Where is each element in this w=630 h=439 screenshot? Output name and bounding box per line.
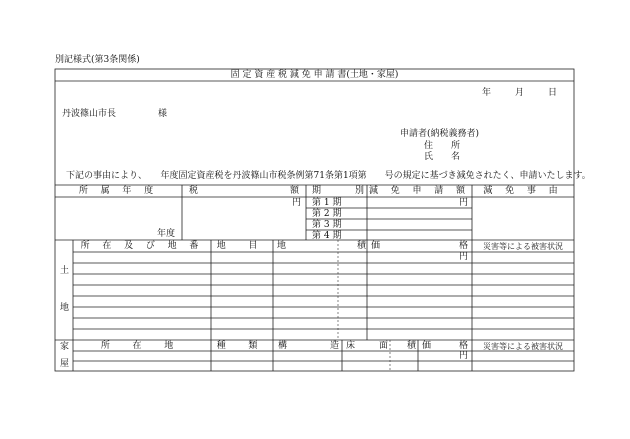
land-header-value-1: 価: [371, 241, 381, 251]
addressee-name: 丹波篠山市長: [62, 109, 117, 119]
land-value-yen: 円: [459, 252, 469, 262]
applicant-address-label: 住 所: [424, 141, 461, 151]
period-4: 第 4 期: [312, 231, 342, 241]
house-header-value-2: 格: [459, 341, 469, 351]
date-year-label: 年: [482, 88, 492, 98]
applicant-name-label: 氏 名: [424, 152, 461, 162]
house-header-structure-1: 構: [278, 341, 288, 351]
house-header-floor-1: 床: [346, 341, 356, 351]
addressee-honorific: 様: [158, 109, 168, 119]
tax-amount-yen: 円: [292, 198, 302, 208]
header-exemption-reason: 減 免 事 由: [483, 186, 563, 196]
applicant-label: 申請者(納税義務者): [400, 129, 480, 139]
house-header-floor-2: 面: [379, 341, 389, 351]
fiscal-year-suffix: 年度: [157, 229, 176, 239]
house-header-damage: 災害等による被害状況: [483, 342, 563, 351]
house-value-yen: 円: [459, 351, 469, 361]
header-exemption-amount: 減 免 申 請 額: [369, 186, 470, 196]
exemption-amount-yen: 円: [459, 198, 469, 208]
land-side-label-2: 地: [60, 303, 70, 313]
house-side-label-2: 屋: [60, 359, 70, 369]
house-header-floor-3: 積: [407, 341, 417, 351]
header-amount: 額: [290, 186, 300, 196]
period-3: 第 3 期: [312, 220, 342, 230]
land-header-category: 地 目: [216, 241, 268, 251]
land-header-damage: 災害等による被害状況: [483, 242, 563, 251]
land-header-location: 所 在 及 び 地 番: [80, 241, 204, 251]
header-period-2: 別: [355, 186, 365, 196]
form-reference-note: 別記様式(第3条関係): [55, 55, 140, 65]
house-side-label-1: 家: [60, 342, 70, 352]
request-statement: 下記の事由により、 年度固定資産税を丹波篠山市税条例第71条第1項第 号の規定に基づき減免されたく、申請いたします。: [66, 171, 591, 181]
form-title: 固 定 資 産 税 減 免 申 請 書(土地・家屋): [230, 70, 399, 80]
land-header-area-1: 地: [277, 241, 287, 251]
header-period: 期: [312, 186, 322, 196]
house-header-structure-2: 造: [330, 341, 340, 351]
period-2: 第 2 期: [312, 209, 342, 219]
land-header-area-2: 積: [357, 241, 367, 251]
header-fiscal-year: 所 属 年 度: [78, 186, 159, 196]
date-month-label: 月: [515, 88, 525, 98]
land-header-value-2: 格: [459, 241, 469, 251]
house-header-type: 種 類: [216, 341, 268, 351]
period-1: 第 1 期: [312, 198, 342, 208]
land-side-label-1: 土: [60, 266, 70, 276]
house-header-value-1: 価: [422, 341, 432, 351]
date-day-label: 日: [548, 88, 558, 98]
header-tax: 税: [189, 186, 199, 196]
house-header-location: 所 在 地: [100, 341, 184, 351]
